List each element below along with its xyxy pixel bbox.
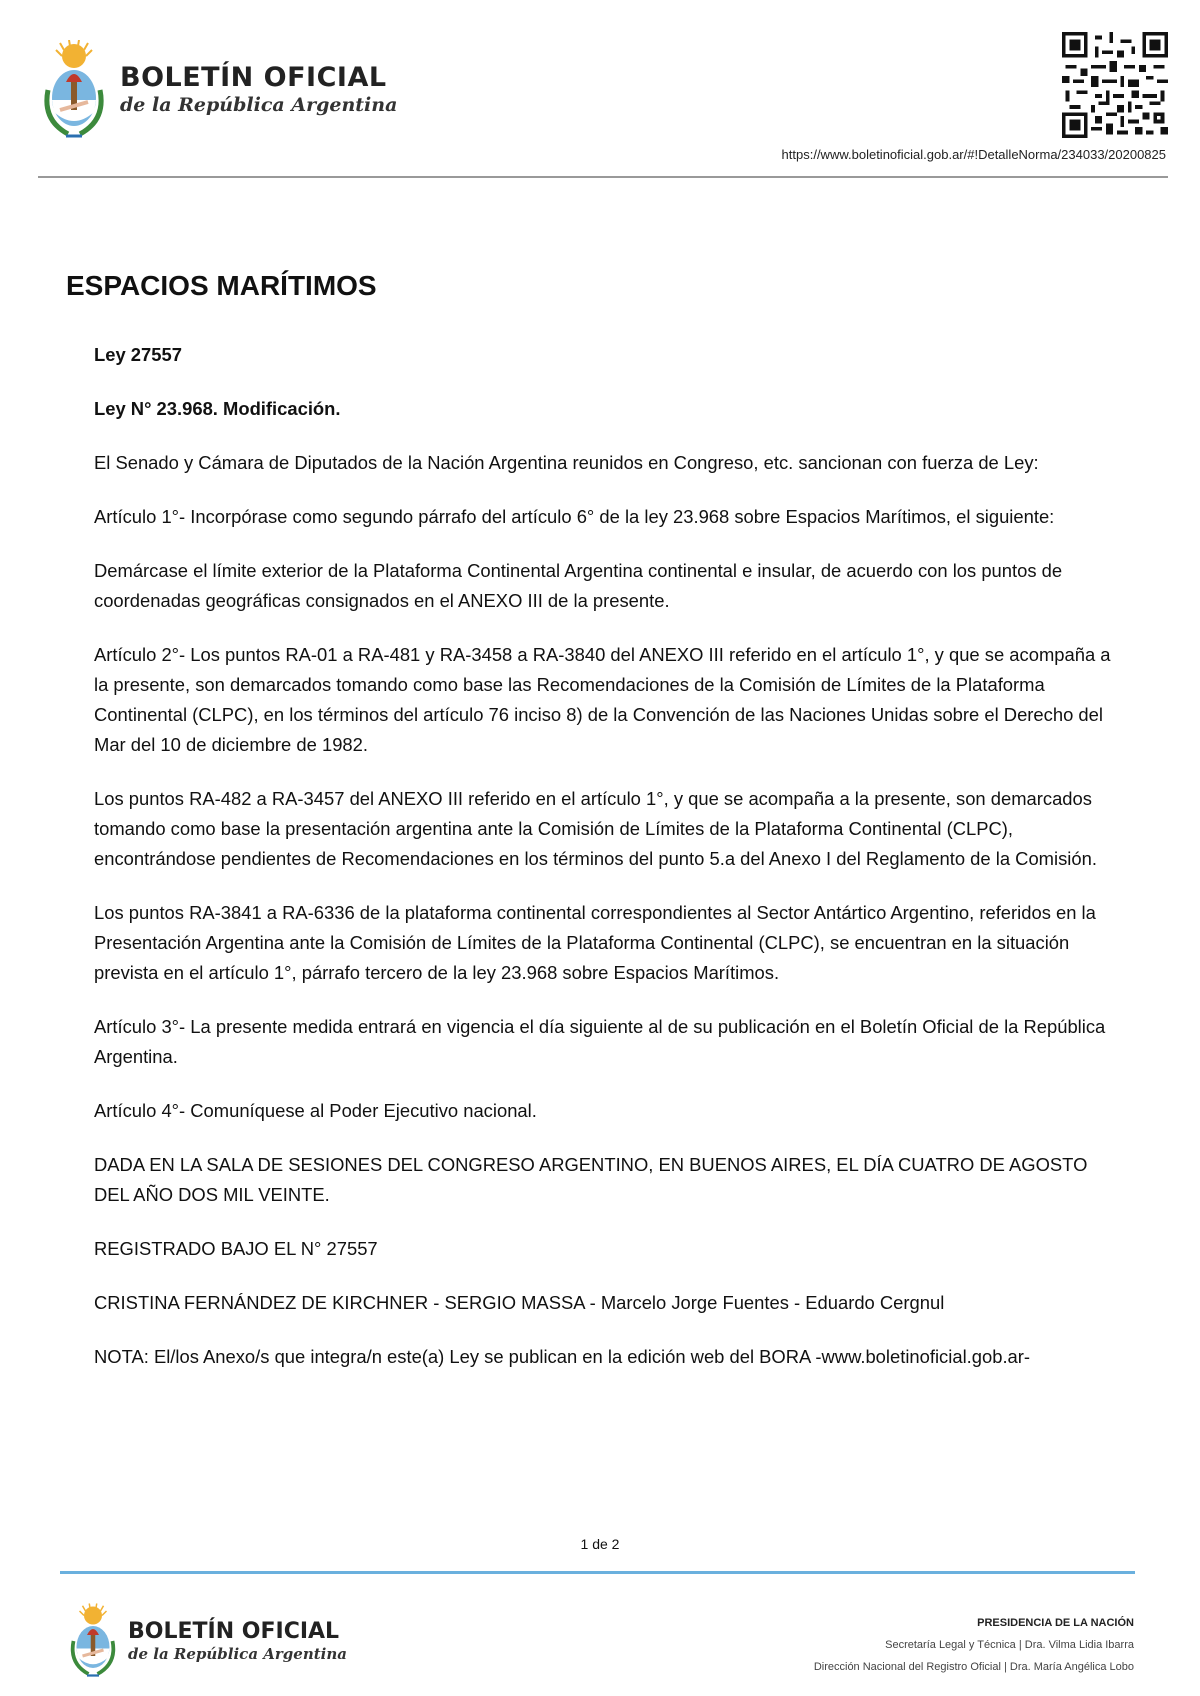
- document-paragraph: El Senado y Cámara de Diputados de la Nación Argentina reunidos en Congreso, etc. sancionan con fuerza de Ley:: [94, 452, 1039, 473]
- footer-line-presidencia: PRESIDENCIA DE LA NACIÓN: [977, 1617, 1134, 1629]
- footer-line-secretaria: Secretaría Legal y Técnica | Dra. Vilma Lidia Ibarra: [885, 1639, 1134, 1651]
- coat-of-arms-icon: [38, 40, 110, 140]
- footer-line-direccion: Dirección Nacional del Registro Oficial | Dra. María Angélica Lobo: [813, 1661, 1134, 1673]
- footer-logo-title: BOLETÍN OFICIAL: [128, 1619, 340, 1644]
- document-paragraph: Ley N° 23.968. Modificación.: [94, 398, 341, 419]
- document-paragraph: Artículo 3°- La presente medida entrará en vigencia el día siguiente al de su publicación en el Boletín Oficial de la República Argentina.: [94, 1016, 1106, 1067]
- document-url[interactable]: https://www.boletinoficial.gob.ar/#!DetalleNorma/234033/20200825: [781, 147, 1166, 162]
- document-paragraph: Demárcase el límite exterior de la Plataforma Continental Argentina continental e insular, de acuerdo con los puntos de coordenadas geográficas consignados en el ANEXO III de la presente.: [94, 560, 1063, 611]
- qr-code-icon[interactable]: [1062, 32, 1168, 138]
- logo-subtitle: de la República Argentina: [120, 94, 398, 116]
- sun-rays: [56, 40, 92, 68]
- document-paragraph: Los puntos RA-482 a RA-3457 del ANEXO III referido en el artículo 1°, y que se acompaña a la presente, son demarcados tomando como base la presentación argentina ante la Comisión de Límites de la Plataforma Continental (CLPC), encontrándose pendientes de Recomendaciones en los términos del punto 5.a del Anexo I del Reglamento de la Comisión.: [94, 788, 1097, 869]
- document-paragraph: Los puntos RA-3841 a RA-6336 de la plataforma continental correspondientes al Sector Antártico Argentino, referidos en la Presentación Argentina ante la Comisión de Límites de la Plataforma Continental (CLPC), se encuentran en la situación prevista en el artículo 1°, párrafo tercero de la ley 23.968 sobre Espacios Marítimos.: [94, 902, 1096, 983]
- footer-credits: [814, 1612, 1134, 1678]
- header-divider: [38, 176, 1168, 178]
- document-body: [94, 340, 1124, 1396]
- document-paragraph: NOTA: El/los Anexo/s que integra/n este(a) Ley se publican en la edición web del BORA -www.boletinoficial.gob.ar-: [94, 1346, 1031, 1367]
- page-number: 1 de 2: [580, 1536, 620, 1552]
- document-paragraph: Artículo 4°- Comuníquese al Poder Ejecutivo nacional.: [94, 1100, 537, 1121]
- document-paragraph: REGISTRADO BAJO EL N° 27557: [94, 1238, 378, 1259]
- document-paragraph: CRISTINA FERNÁNDEZ DE KIRCHNER - SERGIO MASSA - Marcelo Jorge Fuentes - Eduardo Cergnul: [94, 1292, 945, 1313]
- document-paragraph: Ley 27557: [94, 344, 182, 365]
- boletin-logo[interactable]: [38, 40, 397, 140]
- sun-rays: [80, 1604, 107, 1625]
- footer-logo: [66, 1602, 347, 1680]
- page-header: [0, 0, 1200, 180]
- document-paragraph: DADA EN LA SALA DE SESIONES DEL CONGRESO ARGENTINO, EN BUENOS AIRES, EL DÍA CUATRO DE AGOSTO DEL AÑO DOS MIL VEINTE.: [94, 1154, 1088, 1205]
- footer-logo-subtitle: de la República Argentina: [128, 1645, 347, 1663]
- footer-divider: [60, 1571, 1135, 1574]
- logo-title: BOLETÍN OFICIAL: [120, 62, 387, 93]
- coat-of-arms-icon: [66, 1602, 120, 1680]
- document-title: ESPACIOS MARÍTIMOS: [66, 270, 377, 301]
- document-paragraph: Artículo 2°- Los puntos RA-01 a RA-481 y RA-3458 a RA-3840 del ANEXO III referido en el artículo 1°, y que se acompaña a la presente, son demarcados tomando como base las Recomendaciones de la Comisión de Límites de la Plataforma Continental (CLPC), en los términos del artículo 76 inciso 8) de la Convención de las Naciones Unidas sobre el Derecho del Mar del 10 de diciembre de 1982.: [94, 644, 1111, 755]
- document-paragraph: Artículo 1°- Incorpórase como segundo párrafo del artículo 6° de la ley 23.968 sobre Espacios Marítimos, el siguiente:: [94, 506, 1055, 527]
